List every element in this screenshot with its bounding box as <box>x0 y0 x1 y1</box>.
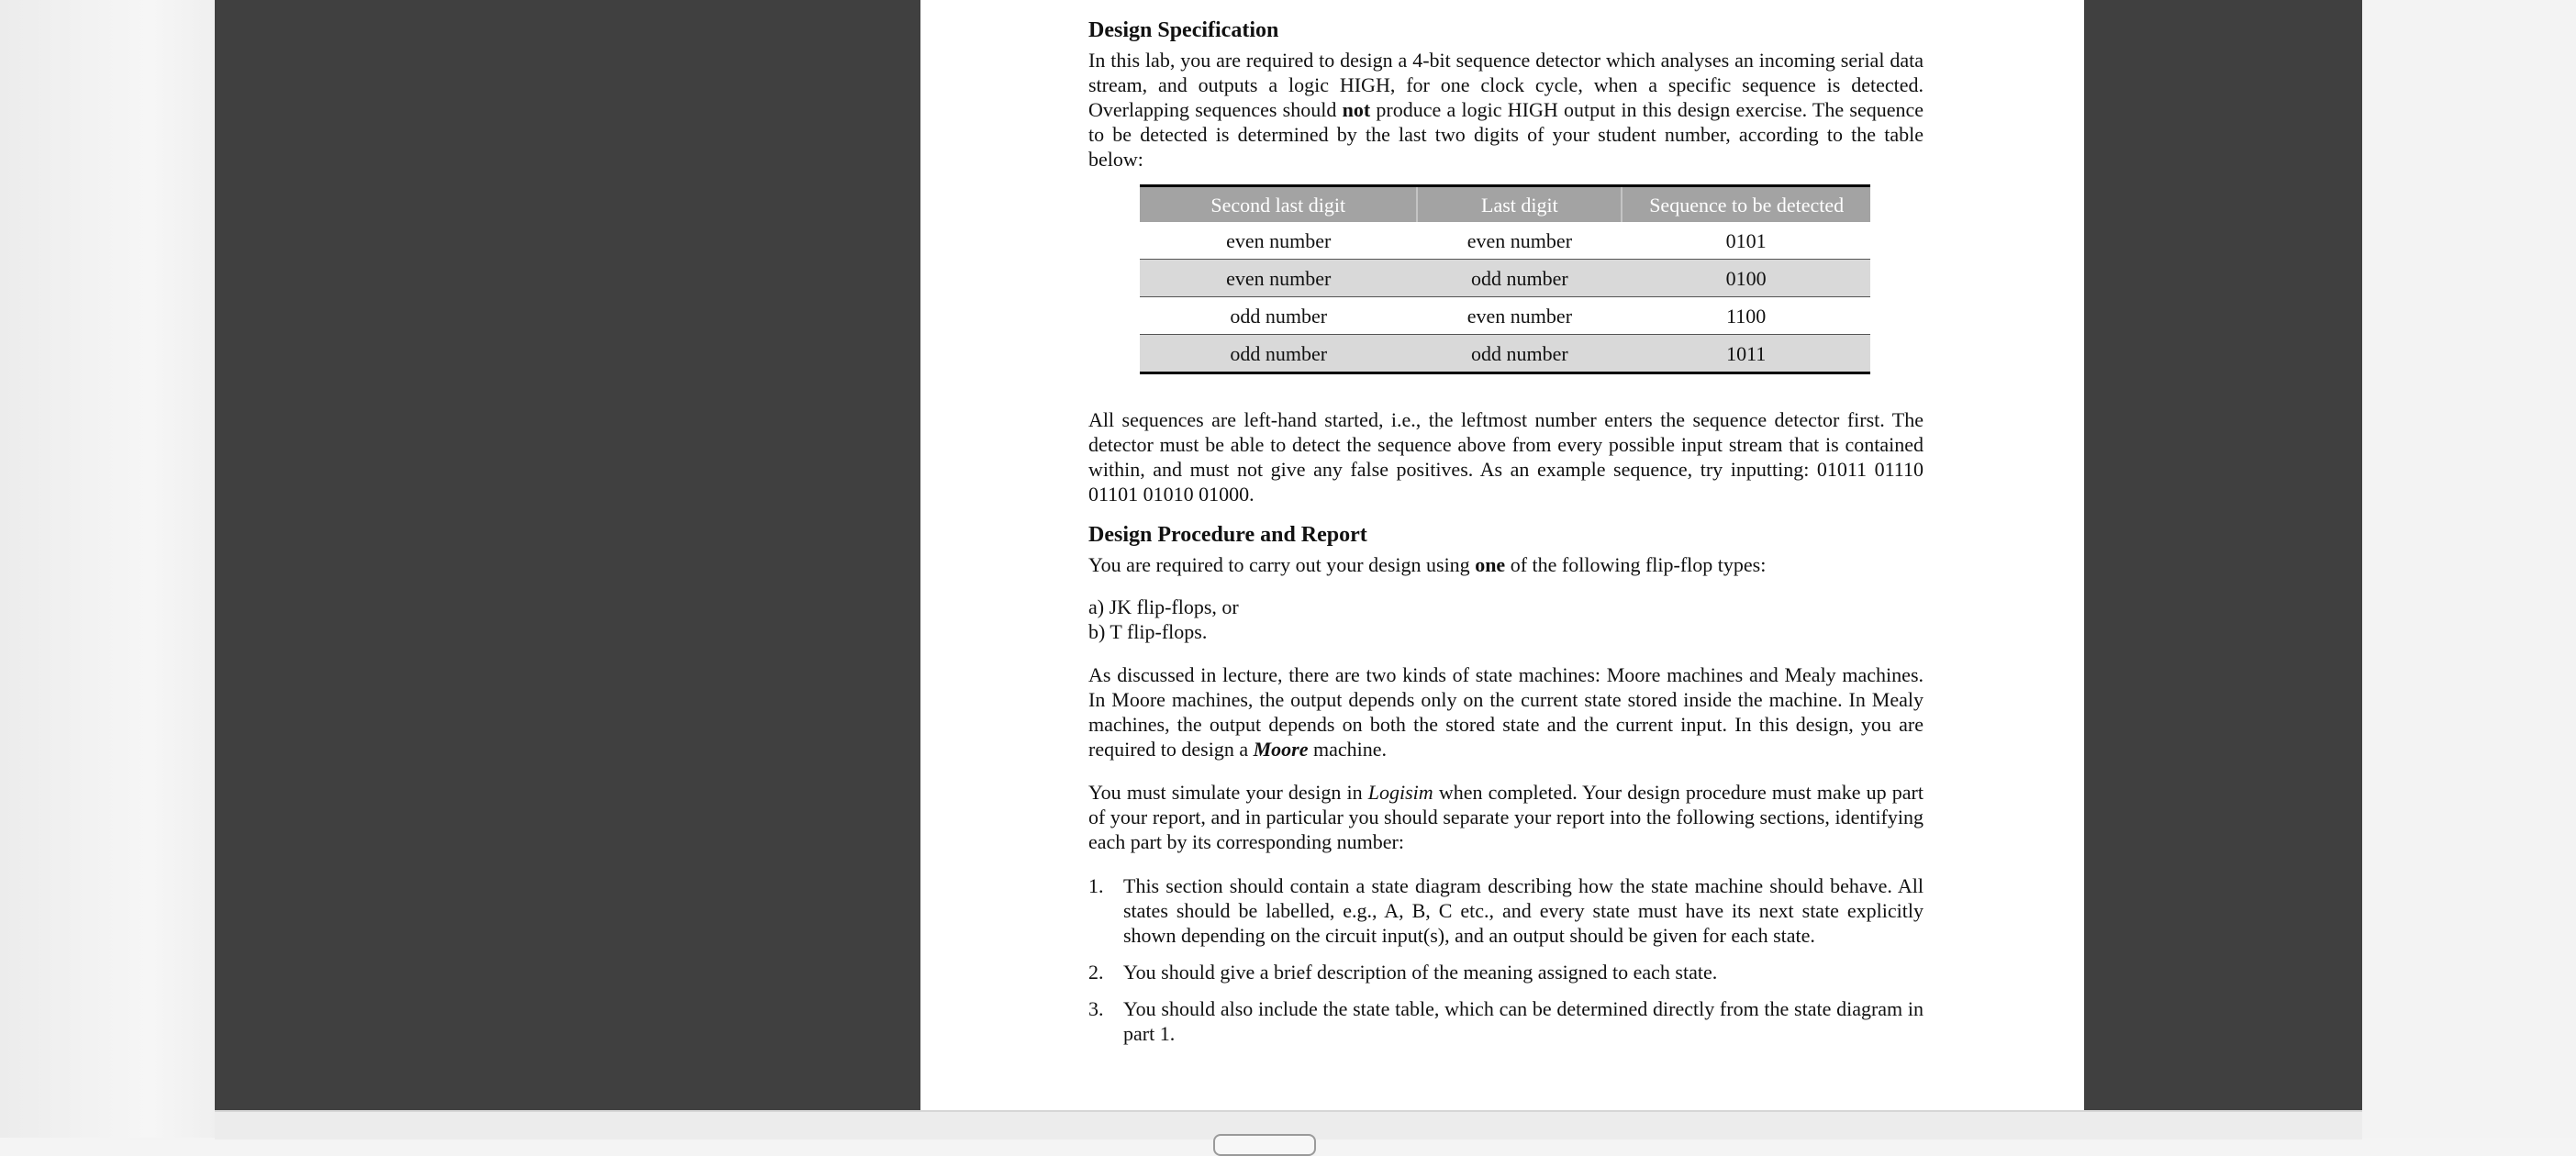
list-item-number: 2. <box>1088 961 1104 984</box>
sequences-paragraph: All sequences are left-hand started, i.e., the leftmost number enters the sequence detector first. The detector must be able to detect the sequence above from every possible input stream that is contained within, and must not give any false positives. As an example sequence, try inputting: 01011 01110 01101 01010 01000. <box>1088 408 1924 506</box>
machines-paragraph: As discussed in lecture, there are two kinds of state machines: Moore machines and Mealy machines. In Moore machines, the output depends only on the current state stored inside the machine. In Mealy machines, the output depends on both the stored state and the current input. In this design, you are required to design a Moore machine. <box>1088 663 1924 761</box>
table-cell: odd number <box>1417 260 1622 297</box>
table-cell: 1011 <box>1622 335 1870 373</box>
table-cell: even number <box>1140 260 1417 297</box>
document-page <box>920 0 2084 1110</box>
right-gutter <box>2362 0 2576 1138</box>
list-item-text: You should also include the state table, which can be determined directly from the state diagram in part 1. <box>1123 997 1924 1045</box>
table-row <box>1140 260 1870 297</box>
flipflop-options-list <box>1088 595 1924 644</box>
table-cell: odd number <box>1417 335 1622 373</box>
report-sections-list <box>1088 873 1924 1046</box>
list-item <box>1088 960 1924 984</box>
list-item: a) JK flip-flops, or <box>1088 595 1239 618</box>
table-row <box>1140 335 1870 373</box>
table-header-cell: Last digit <box>1417 186 1622 223</box>
table-header-cell: Second last digit <box>1140 186 1417 223</box>
list-item <box>1088 996 1924 1046</box>
left-gutter <box>0 0 215 1138</box>
list-item-text: This section should contain a state diagram describing how the state machine should behave. All states should be labelled, e.g., A, B, C etc., and every state must have its next state explicitly shown depending on the circuit input(s), and an output should be given for each state. <box>1123 874 1924 947</box>
table-row <box>1140 222 1870 260</box>
table-cell: even number <box>1417 222 1622 260</box>
simulate-paragraph: You must simulate your design in Logisim when completed. Your design procedure must make up part of your report, and in particular you should separate your report into the following sections, identifying each part by its corresponding number: <box>1088 781 1924 853</box>
document-viewer[interactable] <box>215 0 2362 1110</box>
list-item-number: 1. <box>1088 874 1104 897</box>
section-title-design-specification: Design Specification <box>1088 18 1279 42</box>
table-cell: odd number <box>1140 335 1417 373</box>
viewer-bottom-bar <box>215 1110 2362 1139</box>
sequence-table <box>1140 184 1870 374</box>
list-item-text: You should give a brief description of the meaning assigned to each state. <box>1123 961 1718 984</box>
list-item-number: 3. <box>1088 997 1104 1020</box>
table-header-cell: Sequence to be detected <box>1622 186 1870 223</box>
list-item <box>1088 873 1924 948</box>
table-cell: 0100 <box>1622 260 1870 297</box>
table-cell: even number <box>1140 222 1417 260</box>
section-title-design-procedure: Design Procedure and Report <box>1088 523 1367 547</box>
table-cell: 1100 <box>1622 297 1870 335</box>
intro-paragraph: In this lab, you are required to design a 4-bit sequence detector which analyses an incoming serial data stream, and outputs a logic HIGH, for one clock cycle, when a specific sequence is detected. Overlapping sequences should not produce a logic HIGH output in this design exercise. The sequence to be detected is determined by the last two digits of your student number, according to the table below: <box>1088 49 1924 171</box>
table-header-row <box>1140 186 1870 223</box>
list-item: b) T flip-flops. <box>1088 620 1208 643</box>
page-content <box>1088 17 1924 1058</box>
table-cell: odd number <box>1140 297 1417 335</box>
table-cell: 0101 <box>1622 222 1870 260</box>
table-row <box>1140 297 1870 335</box>
table-cell: even number <box>1417 297 1622 335</box>
flipflop-intro-paragraph: You are required to carry out your design using one of the following flip-flop types: <box>1088 553 1767 576</box>
